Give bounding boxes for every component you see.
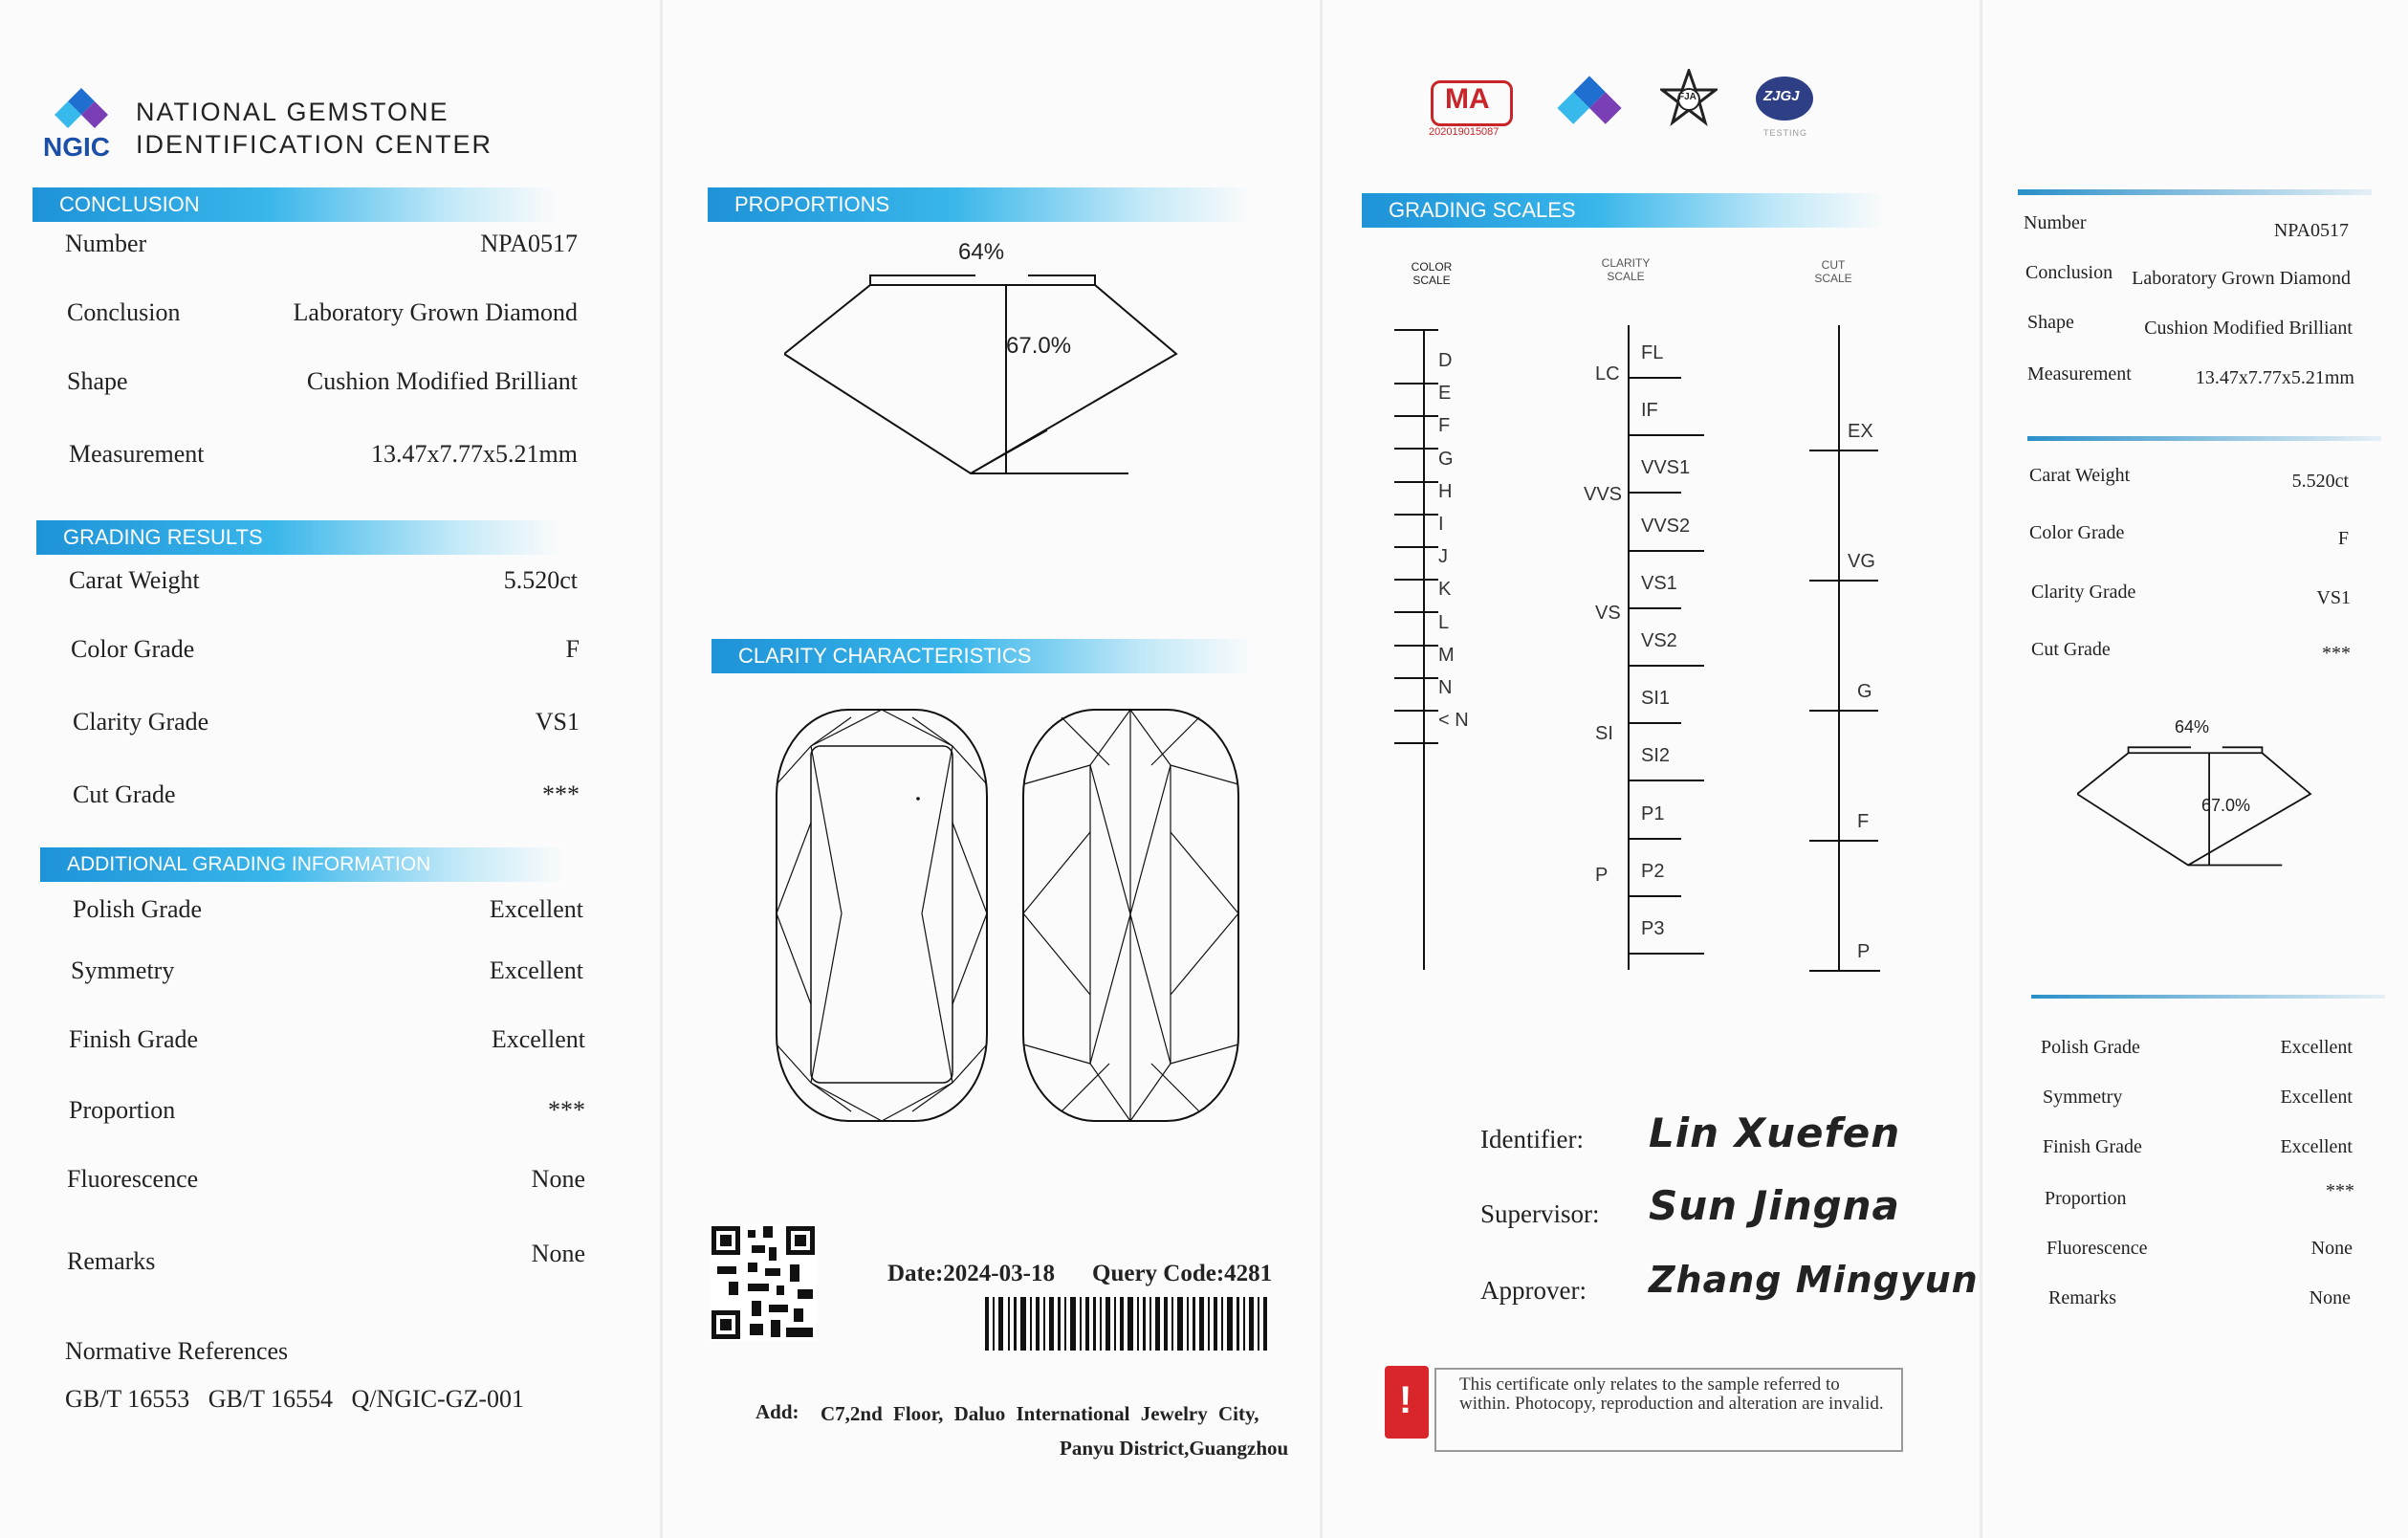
panel-main-results <box>0 0 660 1538</box>
value: None <box>531 1165 585 1193</box>
clarity-scale-tick <box>1628 550 1704 552</box>
row-conclusion <box>67 298 578 337</box>
color-scale-grade: K <box>1438 579 1452 601</box>
table-percent: 64% <box>958 239 1005 265</box>
cut-scale-grade: G <box>1857 681 1872 702</box>
cut-scale-title <box>1809 258 1857 285</box>
value: Cushion Modified Brilliant <box>306 367 578 395</box>
label: Number <box>65 230 147 257</box>
row-polish <box>73 895 583 934</box>
panel-scales <box>1320 0 1980 1538</box>
clarity-scale-grade: IF <box>1641 400 1658 422</box>
depth-percent: 67.0% <box>1006 333 1072 359</box>
summary-row-proportion <box>2045 1180 2354 1215</box>
clarity-scale-grade: VVS1 <box>1641 457 1691 479</box>
label: Shape <box>2027 312 2074 333</box>
value: 5.520ct <box>2291 471 2349 492</box>
identifier-label: Identifier: <box>1480 1125 1584 1154</box>
value: None <box>2310 1238 2353 1259</box>
barcode-icon <box>985 1297 1272 1354</box>
summary-row-polish <box>2041 1037 2353 1064</box>
identifier-signature: Lin Xuefen <box>1649 1110 1901 1156</box>
value: F <box>2337 528 2349 549</box>
value: VS1 <box>535 708 580 736</box>
value: None <box>2309 1287 2351 1308</box>
value: *** <box>542 780 580 808</box>
summary-depth-percent: 67.0% <box>2201 796 2251 815</box>
color-scale-grade: H <box>1438 480 1453 502</box>
label: Clarity Grade <box>73 708 209 736</box>
cut-scale-tick <box>1809 450 1878 451</box>
label: Finish Grade <box>2043 1136 2142 1157</box>
cut-scale-tick <box>1809 840 1878 842</box>
label: Carat Weight <box>69 566 200 594</box>
color-scale-tick <box>1394 329 1438 331</box>
value: None <box>531 1240 585 1267</box>
summary-row-number <box>2024 212 2349 241</box>
clarity-scale-grade: FL <box>1641 342 1664 363</box>
summary-table-percent: 64% <box>2175 717 2210 736</box>
color-scale-grade: E <box>1438 383 1452 405</box>
clarity-scale-tick <box>1628 492 1681 494</box>
summary-row-measurement <box>2027 363 2354 392</box>
clarity-scale-tick <box>1628 838 1681 840</box>
clarity-scale-grade: VS2 <box>1641 630 1677 651</box>
value: Laboratory Grown Diamond <box>293 298 578 326</box>
color-scale-tick <box>1394 546 1438 548</box>
value: Excellent <box>2280 1037 2353 1058</box>
row-cut <box>73 780 580 819</box>
approver-label: Approver: <box>1480 1276 1587 1305</box>
color-scale-tick <box>1394 415 1438 417</box>
org-name-line2: IDENTIFICATION CENTER <box>136 130 493 159</box>
row-fluorescence <box>67 1165 585 1203</box>
summary-divider <box>2027 436 2381 441</box>
color-scale-tick <box>1394 611 1438 613</box>
issue-date: Date:2024-03-18 <box>887 1261 1055 1286</box>
label: Fluorescence <box>67 1165 199 1193</box>
color-scale-title-line1: COLOR <box>1411 260 1453 274</box>
value: Excellent <box>491 1025 585 1053</box>
summary-row-conclusion <box>2025 262 2351 291</box>
label: Symmetry <box>2043 1087 2123 1108</box>
clarity-scale-group: LC <box>1595 363 1620 384</box>
value: NPA0517 <box>2273 220 2349 241</box>
row-carat <box>69 566 578 604</box>
clarity-scale-grade: P1 <box>1641 802 1665 824</box>
color-scale-tick <box>1394 742 1438 744</box>
value: VS1 <box>2316 587 2351 608</box>
clarity-scale-grade: P2 <box>1641 860 1665 882</box>
color-scale-tick <box>1394 710 1438 712</box>
ngic-logo-icon <box>1555 71 1624 134</box>
clarity-scale-tick <box>1628 895 1681 897</box>
clarity-scale-tick <box>1628 607 1681 609</box>
label: Carat Weight <box>2029 465 2131 486</box>
clarity-scale-grade: P3 <box>1641 918 1665 939</box>
cut-scale-title-line1: CUT <box>1821 258 1846 272</box>
clarity-scale-group: SI <box>1595 723 1613 744</box>
clarity-scale-tick <box>1628 722 1681 724</box>
section-header-conclusion: CONCLUSION <box>33 187 557 222</box>
row-symmetry <box>71 956 583 995</box>
summary-row-symmetry <box>2043 1087 2353 1113</box>
color-scale-tick <box>1394 448 1438 450</box>
cut-scale-tick <box>1809 970 1880 972</box>
value: *** <box>2326 1180 2354 1201</box>
section-header-additional: ADDITIONAL GRADING INFORMATION <box>40 847 564 882</box>
color-scale-grade: G <box>1438 448 1454 470</box>
address-line1: C7,2nd Floor, Daluo International Jewelry City, <box>821 1402 1259 1425</box>
color-scale-tick <box>1394 677 1438 679</box>
clarity-scale-tick <box>1628 665 1704 667</box>
summary-row-clarity <box>2031 582 2351 610</box>
proportion-diagram <box>784 268 1186 488</box>
summary-row-cut <box>2031 639 2351 668</box>
cut-scale-grade: P <box>1857 941 1871 962</box>
row-color <box>71 635 580 673</box>
qr-code-icon <box>710 1224 817 1341</box>
summary-divider <box>2018 189 2372 195</box>
color-scale-tick <box>1394 383 1438 384</box>
org-name-line1: NATIONAL GEMSTONE <box>136 98 449 126</box>
label: Measurement <box>69 440 205 468</box>
summary-row-remarks <box>2048 1287 2351 1314</box>
color-scale-grade: < N <box>1438 710 1469 732</box>
clarity-plot-diagram <box>775 708 1243 1129</box>
value: Excellent <box>2280 1087 2353 1108</box>
section-header-proportions: PROPORTIONS <box>708 187 1251 222</box>
row-clarity <box>73 708 580 746</box>
warning-icon-glyph: ! <box>1399 1379 1412 1421</box>
clarity-scale-group: VS <box>1595 603 1621 624</box>
fja-text: FJA <box>1678 92 1697 102</box>
row-number <box>65 230 578 268</box>
value: Excellent <box>489 956 583 984</box>
cut-scale-grade: F <box>1857 811 1870 832</box>
summary-divider <box>2031 995 2385 999</box>
clarity-scale-grade: VS1 <box>1641 572 1677 594</box>
label: Proportion <box>69 1096 176 1124</box>
value: NPA0517 <box>480 230 578 257</box>
color-scale-grade: I <box>1438 514 1444 535</box>
label: Number <box>2024 212 2087 233</box>
cut-scale-grade: VG <box>1848 551 1875 572</box>
supervisor-signature: Sun Jingna <box>1649 1182 1900 1229</box>
cma-text: MA <box>1445 83 1490 115</box>
value: Cushion Modified Brilliant <box>2144 318 2353 339</box>
row-remarks <box>67 1240 585 1278</box>
clarity-scale-title-line1: CLARITY <box>1601 256 1651 270</box>
normative-title: Normative References <box>65 1337 289 1365</box>
cut-scale-title-line2: SCALE <box>1814 272 1852 285</box>
color-scale-tick <box>1394 514 1438 516</box>
label: Cut Grade <box>2031 639 2111 660</box>
ngic-logo-icon <box>53 86 110 134</box>
address-label: Add: <box>755 1400 799 1423</box>
row-shape <box>67 367 578 406</box>
normative-refs: GB/T 16553 GB/T 16554 Q/NGIC-GZ-001 <box>65 1385 525 1413</box>
value: *** <box>2322 643 2351 664</box>
summary-row-shape <box>2027 312 2353 341</box>
label: Remarks <box>2048 1287 2117 1308</box>
summary-row-fluorescence <box>2047 1238 2353 1264</box>
panel-summary <box>1980 0 2408 1538</box>
clarity-scale-group: VVS <box>1584 484 1623 505</box>
clarity-scale-tick <box>1628 953 1704 955</box>
label: Conclusion <box>2025 262 2113 283</box>
color-scale-grade: L <box>1438 611 1450 633</box>
color-scale-grade: J <box>1438 546 1448 568</box>
label: Remarks <box>67 1247 156 1275</box>
cut-scale-axis <box>1838 325 1840 970</box>
color-scale-grade: M <box>1438 644 1455 666</box>
value: 5.520ct <box>503 566 578 594</box>
color-scale-title <box>1408 260 1456 287</box>
section-header-grading-scales: GRADING SCALES <box>1362 193 1886 228</box>
row-measurement <box>69 440 578 478</box>
cut-scale-tick <box>1809 710 1878 712</box>
row-proportion <box>69 1096 585 1134</box>
section-header-clarity: CLARITY CHARACTERISTICS <box>711 639 1255 673</box>
summary-row-color <box>2029 522 2349 551</box>
label: Clarity Grade <box>2031 582 2136 603</box>
approver-signature: Zhang Mingyun <box>1649 1259 1979 1301</box>
cma-logo-icon <box>1431 80 1513 126</box>
color-scale-grade: F <box>1438 415 1451 437</box>
label: Conclusion <box>67 298 181 326</box>
value: F <box>565 635 580 663</box>
label: Shape <box>67 367 128 395</box>
color-scale-tick <box>1394 579 1438 581</box>
label: Polish Grade <box>73 895 203 923</box>
clarity-scale-tick <box>1628 780 1704 781</box>
label: Symmetry <box>71 956 175 984</box>
color-scale-axis <box>1423 329 1425 970</box>
value: Excellent <box>489 895 583 923</box>
color-scale-grade: D <box>1438 350 1453 371</box>
panel-diagrams <box>660 0 1320 1538</box>
logo-text: NGIC <box>43 132 110 162</box>
clarity-scale-grade: VVS2 <box>1641 515 1691 537</box>
cut-scale-grade: EX <box>1848 421 1873 442</box>
section-header-grading-results: GRADING RESULTS <box>36 520 560 555</box>
warning-text: This certificate only relates to the sample referred to within. Photocopy, reproduction and alteration are invalid. <box>1434 1368 1903 1452</box>
label: Color Grade <box>2029 522 2125 543</box>
color-scale-grade: N <box>1438 677 1453 698</box>
label: Measurement <box>2027 363 2132 384</box>
clarity-scale-title-line2: SCALE <box>1607 270 1645 283</box>
supervisor-label: Supervisor: <box>1480 1199 1600 1228</box>
zjgj-text: ZJGJ <box>1763 88 1800 104</box>
label: Fluorescence <box>2047 1238 2148 1259</box>
address-line2: Panyu District,Guangzhou <box>1060 1437 1289 1460</box>
label: Color Grade <box>71 635 195 663</box>
summary-row-finish <box>2043 1136 2353 1163</box>
clarity-scale-title <box>1597 256 1654 283</box>
clarity-scale-tick <box>1628 434 1704 436</box>
warning-icon <box>1385 1366 1429 1439</box>
cut-scale-tick <box>1809 580 1878 582</box>
clarity-scale-grade: SI1 <box>1641 688 1671 710</box>
color-scale-tick <box>1394 645 1438 647</box>
label: Finish Grade <box>69 1025 199 1053</box>
label: Proportion <box>2045 1188 2127 1209</box>
clarity-scale-axis <box>1628 325 1630 970</box>
summary-row-carat <box>2029 465 2349 494</box>
value: *** <box>548 1096 585 1124</box>
value: 13.47x7.77x5.21mm <box>371 440 578 468</box>
clarity-scale-grade: SI2 <box>1641 745 1671 767</box>
query-code: Query Code:4281 <box>1092 1261 1273 1286</box>
clarity-scale-group: P <box>1595 865 1609 886</box>
label: Polish Grade <box>2041 1037 2140 1058</box>
value: 13.47x7.77x5.21mm <box>2195 367 2354 388</box>
value: Laboratory Grown Diamond <box>2132 268 2351 289</box>
testing-text: TESTING <box>1763 128 1808 138</box>
clarity-scale-tick <box>1628 377 1681 379</box>
color-scale-title-line2: SCALE <box>1412 274 1451 287</box>
label: Cut Grade <box>73 780 176 808</box>
zjgj-logo-icon <box>1756 77 1813 121</box>
value: Excellent <box>2280 1136 2353 1157</box>
row-finish <box>69 1025 585 1064</box>
cma-number: 202019015087 <box>1429 126 1500 138</box>
color-scale-tick <box>1394 481 1438 483</box>
summary-proportion-diagram <box>2077 727 2316 890</box>
